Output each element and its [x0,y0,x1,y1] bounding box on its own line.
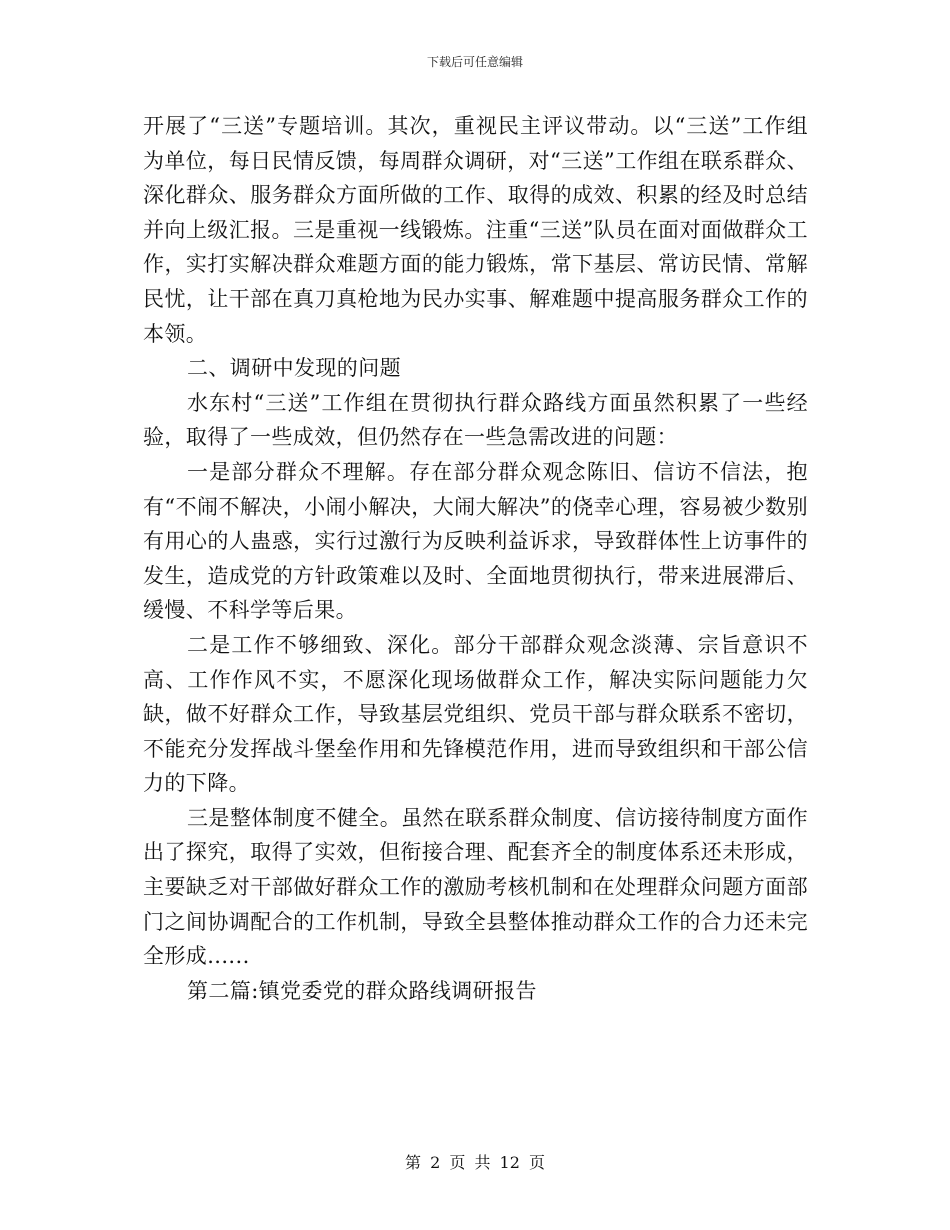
paragraph-problem-2: 二是工作不够细致、深化。部分干部群众观念淡薄、宗旨意识不高、工作作风不实，不愿深化现场做群众工作，解决实际问题能力欠缺，做不好群众工作，导致基层党组织、党员干部与群众联系不密切，不能充分发挥战斗堡垒作用和先锋模范作用，进而导致组织和干部公信力的下降。 [143,632,808,796]
page-header: 下载后可任意编辑 [426,55,523,69]
page-number-footer: 第 2 页 共 12 页 [405,1153,545,1172]
paragraph-problem-3: 三是整体制度不健全。虽然在联系群众制度、信访接待制度方面作出了探究，取得了实效，但衔接合理、配套齐全的制度体系还未形成，主要缺乏对干部做好群众工作的激励考核机制和在处理群众问题方面部门之间协调配合的工作机制，导致全县整体推动群众工作的合力还未完全形成...... [143,805,808,969]
document-body [143,109,808,1008]
next-article-title: 第二篇:镇党委党的群众路线调研报告 [187,978,537,1003]
section-heading-problems: 二、调研中发现的问题 [187,356,401,381]
paragraph-1: 开展了“三送”专题培训。其次，重视民主评议带动。以“三送”工作组为单位，每日民情反馈，每周群众调研，对“三送”工作组在联系群众、深化群众、服务群众方面所做的工作、取得的成效、积累的经及时总结并向上级汇报。三是重视一线锻炼。注重“三送”队员在面对面做群众工作，实打实解决群众难题方面的能力锻炼，常下基层、常访民情、常解民忧，让干部在真刀真枪地为民办实事、解难题中提高服务群众工作的本领。 [143,114,808,346]
paragraph-intro-problems: 水东村“三送”工作组在贯彻执行群众路线方面虽然积累了一些经验，取得了一些成效，但仍然存在一些急需改进的问题： [143,390,808,450]
paragraph-problem-1: 一是部分群众不理解。存在部分群众观念陈旧、信访不信法，抱有“不闹不解决，小闹小解决，大闹大解决”的侥幸心理，容易被少数别有用心的人蛊惑，实行过激行为反映利益诉求，导致群体性上访事件的发生，造成党的方针政策难以及时、全面地贯彻执行，带来进展滞后、缓慢、不科学等后果。 [143,459,808,623]
